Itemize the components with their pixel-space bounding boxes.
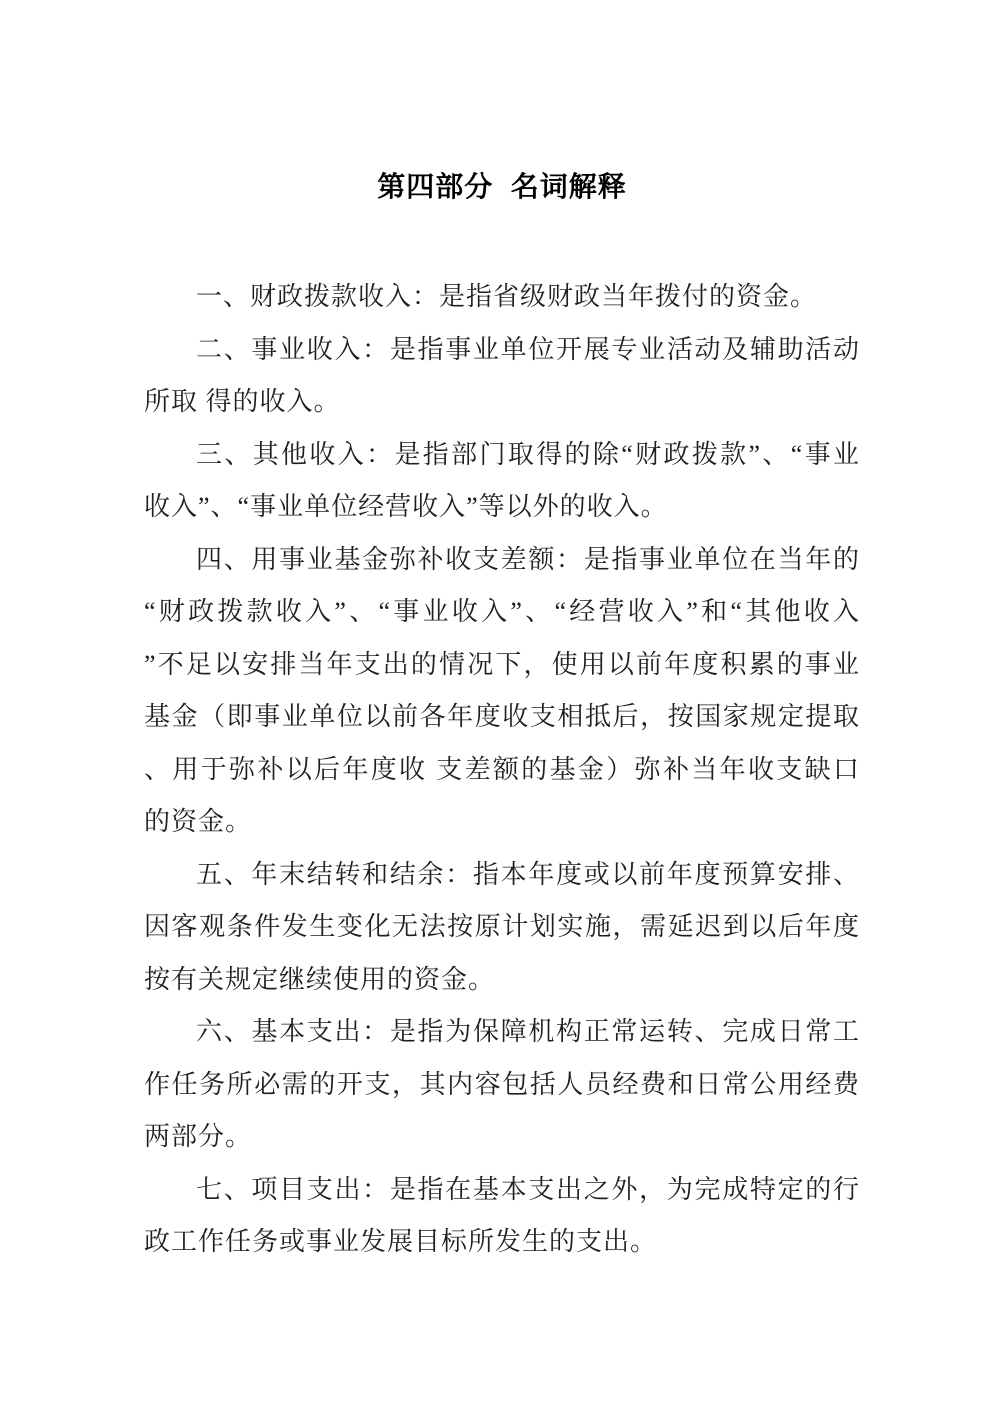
paragraph-line: 的资金。 (144, 807, 253, 836)
document-title: 第四部分 名词解释 (377, 171, 627, 202)
paragraph-line: 二、事业收入：是指事业单位开展专业活动及辅助活动 (196, 334, 860, 364)
paragraph-line: 收入”、“事业单位经营收入”等以外的收入。 (144, 492, 668, 521)
paragraph-project-expenditure (144, 1164, 860, 1269)
paragraph-line: 基金（即事业单位以前各年度收支相抵后，按国家规定提取 (144, 702, 860, 731)
paragraph-basic-expenditure (144, 1006, 860, 1164)
paragraph-line: 作任务所必需的开支，其内容包括人员经费和日常公用经费 (144, 1069, 860, 1099)
paragraph-line: 六、基本支出：是指为保障机构正常运转、完成日常工 (196, 1017, 860, 1046)
paragraph-line: 所取 得的收入。 (144, 387, 341, 416)
document-content (144, 0, 860, 1269)
paragraph-line: 四、用事业基金弥补收支差额：是指事业单位在当年的 (196, 544, 860, 574)
paragraph-line: 、用于弥补以后年度收 支差额的基金）弥补当年收支缺口 (144, 754, 860, 784)
paragraph-line: 一、财政拨款收入：是指省级财政当年拨付的资金。 (196, 282, 818, 311)
paragraph-line: 两部分。 (144, 1122, 253, 1151)
paragraph-line: “财政拨款收入”、“事业收入”、“经营收入”和“其他收入 (144, 597, 860, 626)
paragraph-line: 五、年末结转和结余：指本年度或以前年度预算安排、 (196, 859, 860, 889)
document-body (144, 271, 860, 1269)
paragraph-fund-offset-balance (144, 534, 860, 849)
paragraph-line: ”不足以安排当年支出的情况下，使用以前年度积累的事业 (144, 649, 860, 679)
paragraph-line: 因客观条件发生变化无法按原计划实施，需延迟到以后年度 (144, 912, 860, 941)
paragraph-line: 按有关规定继续使用的资金。 (144, 964, 496, 994)
paragraph-other-income (144, 429, 860, 534)
paragraph-line: 七、项目支出：是指在基本支出之外，为完成特定的行 (196, 1174, 860, 1204)
paragraph-line: 三、其他收入：是指部门取得的除“财政拨款”、“事业 (196, 439, 860, 469)
paragraph-fiscal-appropriation-income (144, 271, 860, 324)
paragraph-operational-income (144, 324, 860, 429)
paragraph-line: 政工作任务或事业发展目标所发生的支出。 (144, 1227, 658, 1256)
paragraph-year-end-carryover (144, 849, 860, 1007)
